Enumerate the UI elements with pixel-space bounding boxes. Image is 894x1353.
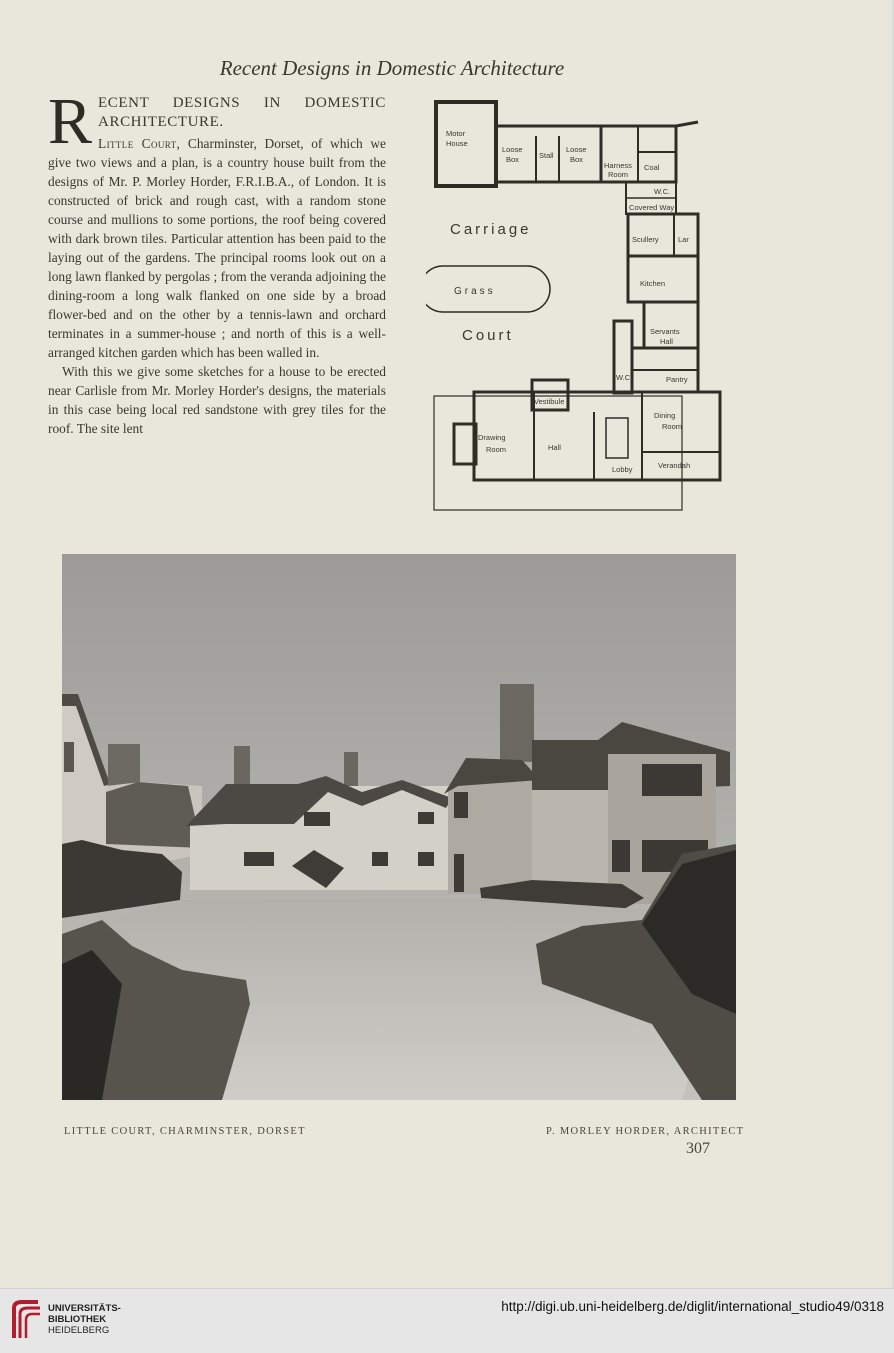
paragraph-2: With this we give some sketches for a house to be erected near Carlisle from Mr. Morley Horder's designs, the materials in this case being local red sandstone with grey tiles for the roof. The site lent bbox=[48, 364, 386, 436]
plan-drawing-room-2: Room bbox=[486, 445, 507, 454]
page-number: 307 bbox=[686, 1140, 710, 1157]
plan-lobby: Lobby bbox=[612, 465, 633, 474]
house-photograph bbox=[62, 554, 736, 1100]
plan-court: Court bbox=[462, 327, 514, 344]
photo-caption-right: P. MORLEY HORDER, ARCHITECT bbox=[546, 1126, 745, 1137]
plan-loose-box-1a: Loose bbox=[502, 145, 523, 154]
plan-stall: Stall bbox=[539, 151, 554, 160]
plan-covered-way: Covered Way bbox=[629, 203, 675, 212]
paragraph-1-text: Charminster, Dorset, of which we give two views and a plan, is a country house built from the designs of Mr. P. Morley Horder, F.R.I.B.A., of London. It is constructed of brick and rough cast, with a random stone course and mullions to some portions, the roof being covered with dark brown tiles. Particular attention has been paid to the laying out of the gardens. The principal rooms look out on a long lawn flanked by pergolas ; from the veranda adjoining the dining-room a long walk flanked on one side by a broad flower-bed and on the other by a tennis-lawn and orchard terminates in a summer-house ; and north of this is a well-arranged kitchen garden which has been walled in. bbox=[48, 136, 386, 360]
floor-plan bbox=[426, 96, 726, 516]
plan-wc-side: W.C. bbox=[616, 373, 633, 382]
plan-grass: Grass bbox=[454, 286, 496, 297]
drop-cap: R bbox=[48, 85, 93, 158]
plan-loose-box-1b: Box bbox=[506, 155, 519, 164]
plan-dining-room-1: Dining bbox=[654, 411, 676, 420]
library-logo-icon[interactable] bbox=[10, 1298, 44, 1342]
plan-vestibule: Vestibule bbox=[534, 397, 565, 406]
plan-carriage: Carriage bbox=[450, 221, 532, 238]
plan-drawing-room-1: Drawing bbox=[478, 433, 506, 442]
library-footer bbox=[0, 1288, 894, 1353]
plan-loose-box-2b: Box bbox=[570, 155, 583, 164]
plan-wc-top: W.C. bbox=[654, 187, 671, 196]
plan-kitchen: Kitchen bbox=[640, 279, 666, 288]
library-name-line-1: UNIVERSITÄTS- bbox=[48, 1303, 121, 1314]
plan-harness-room-1: Harness bbox=[604, 161, 632, 170]
article-text bbox=[48, 85, 386, 438]
source-url-link[interactable]: http://digi.ub.uni-heidelberg.de/diglit/international_studio49/0318 bbox=[501, 1299, 884, 1314]
plan-verandah: Verandah bbox=[658, 461, 691, 470]
plan-hall: Hall bbox=[548, 443, 561, 452]
plan-motor-house-1: Motor bbox=[446, 129, 466, 138]
plan-coal: Coal bbox=[644, 163, 660, 172]
house-name: Little Court, bbox=[98, 136, 181, 151]
paragraph-1 bbox=[48, 134, 386, 362]
photo-caption-left: LITTLE COURT, CHARMINSTER, DORSET bbox=[64, 1126, 306, 1137]
library-name bbox=[48, 1303, 121, 1336]
plan-scullery: Scullery bbox=[632, 235, 659, 244]
article-heading: ECENT DESIGNS IN DOMESTIC ARCHITECTURE. bbox=[98, 95, 386, 130]
plan-larder: Lar bbox=[678, 235, 689, 244]
plan-motor-house-2: House bbox=[446, 139, 468, 148]
library-name-line-3: HEIDELBERG bbox=[48, 1325, 110, 1336]
running-head: Recent Designs in Domestic Architecture bbox=[219, 56, 565, 80]
plan-servants-hall-1: Servants bbox=[650, 327, 680, 336]
library-name-line-2: BIBLIOTHEK bbox=[48, 1314, 107, 1325]
plan-loose-box-2a: Loose bbox=[566, 145, 587, 154]
plan-dining-room-2: Room bbox=[662, 422, 683, 431]
plan-servants-hall-2: Hall bbox=[660, 337, 673, 346]
plan-harness-room-2: Room bbox=[608, 170, 629, 179]
plan-pantry: Pantry bbox=[666, 375, 688, 384]
